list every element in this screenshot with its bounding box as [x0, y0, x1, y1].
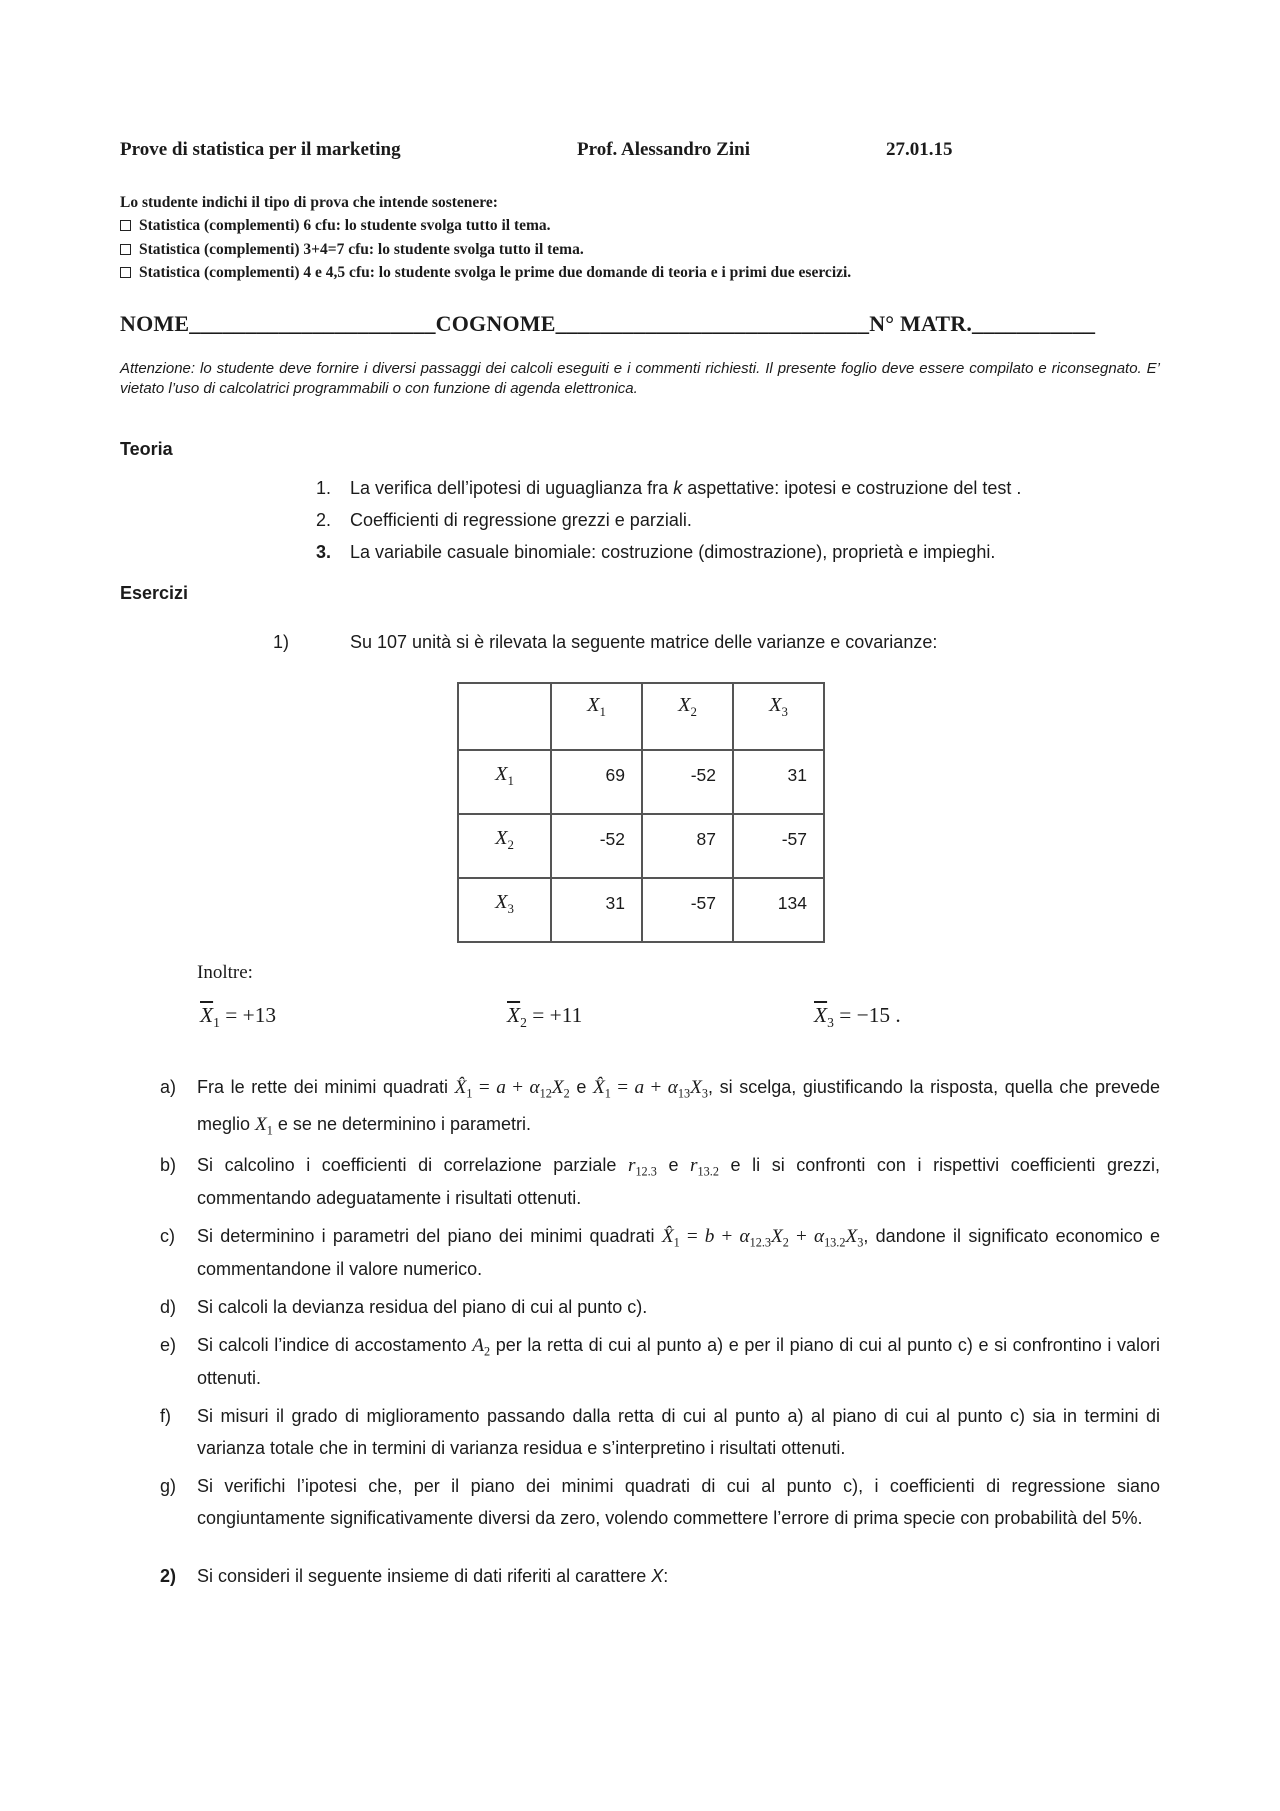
- teoria-item-1: [316, 472, 1160, 504]
- teoria-item-3: [316, 536, 1160, 568]
- covariance-matrix-table: [457, 682, 825, 943]
- exercise-1-intro-row: [120, 628, 1160, 656]
- exercise-item-f: [120, 1400, 1160, 1464]
- matrix-row-x1: [458, 750, 824, 814]
- exercise-2-number: 2): [160, 1565, 177, 1586]
- exercise-1-intro: Su 107 unità si è rilevata la seguente matrice delle varianze e covarianze:: [350, 631, 938, 652]
- option-label: Statistica (complementi) 6 cfu: lo studente svolga tutto il tema.: [139, 217, 551, 234]
- selection-intro: Lo studente indichi il tipo di prova che intende sostenere:: [120, 194, 498, 211]
- matrix-header-x3: $X_3$: [733, 683, 824, 750]
- esercizi-heading: Esercizi: [120, 582, 189, 603]
- teoria-item-2: [316, 504, 1160, 536]
- item-text: Si calcoli la devianza residua del piano di cui al punto c).: [197, 1296, 648, 1317]
- item-letter: b): [160, 1154, 177, 1175]
- inoltre-label: Inoltre:: [197, 961, 253, 983]
- exam-type-option-6cfu: [120, 214, 1160, 238]
- matrix-value-cell: 31: [733, 750, 824, 814]
- matrix-value-cell: -52: [551, 814, 642, 878]
- matrix-value-cell: -52: [642, 750, 733, 814]
- matrix-row-label: $X_3$: [458, 878, 551, 942]
- teoria-item-text: Coefficienti di regressione grezzi e parziali.: [350, 509, 692, 530]
- item-letter: c): [160, 1225, 175, 1246]
- exam-header: [120, 138, 1160, 162]
- option-label: Statistica (complementi) 3+4=7 cfu: lo studente svolga tutto il tema.: [139, 240, 584, 258]
- exam-type-option-4cfu: [120, 261, 1160, 285]
- mean-x3: $\overline{X}_3 = -15$ .: [814, 1002, 901, 1030]
- exercise-2-intro: Si consideri il seguente insieme di dati riferiti al carattere X:: [197, 1565, 669, 1586]
- exercise-item-a: [120, 1069, 1160, 1143]
- exercise-item-e: [120, 1329, 1160, 1394]
- matrix-row-x2: [458, 814, 824, 878]
- mean-x2: $\overline{X}_2 = +11$: [507, 1002, 583, 1030]
- checkbox-icon: [120, 244, 131, 255]
- exam-date: 27.01.15: [886, 139, 953, 160]
- exam-title: Prove di statistica per il marketing: [120, 139, 401, 160]
- matrix-header-row: [458, 683, 824, 750]
- checkbox-icon: [120, 267, 131, 278]
- matrix-header-x1: $X_1$: [551, 683, 642, 750]
- matrix-value-cell: 69: [551, 750, 642, 814]
- mean-x1: $\overline{X}_1 = +13$: [200, 1002, 277, 1030]
- matrix-value-cell: 87: [642, 814, 733, 878]
- name-signature-row: NOME______________________COGNOME____________________________N° MATR.___________: [120, 310, 1096, 336]
- exercise-item-c: [120, 1220, 1160, 1285]
- exercise-item-b: [120, 1149, 1160, 1214]
- professor-name: Prof. Alessandro Zini: [577, 139, 750, 160]
- item-text: Si calcoli l’indice di accostamento $A_2$ per la retta di cui al punto a) e per il piano di cui al punto c) e si confrontino i valori ottenuti.: [197, 1334, 1160, 1388]
- means-row: [120, 993, 1160, 1049]
- matrix-row-label: $X_1$: [458, 750, 551, 814]
- item-text: Fra le rette dei minimi quadrati $X̂_1 = a + \alpha_{12}X_2$ e $X̂_1 = a + \alpha_{13}X_3$, si scelga, giustificando la risposta, quella che prevede meglio $X_1$ e se ne determinino i parametri.: [197, 1076, 1161, 1138]
- exercise-2-intro-row: [120, 1562, 1160, 1590]
- teoria-item-text: La verifica dell’ipotesi di uguaglianza fra k aspettative: ipotesi e costruzione del test .: [350, 477, 1022, 498]
- item-letter: d): [160, 1296, 177, 1317]
- matrix-value-cell: 31: [551, 878, 642, 942]
- item-letter: a): [160, 1076, 177, 1097]
- item-text: Si misuri il grado di miglioramento passando dalla retta di cui al punto a) al piano di cui al punto c) sia in termini di varianza totale che in termini di varianza residua e s’interpretino i risultati ottenuti.: [197, 1405, 1160, 1458]
- exercise-1-items: [120, 1069, 1160, 1534]
- teoria-heading: Teoria: [120, 438, 173, 459]
- teoria-item-number: 1.: [316, 477, 332, 498]
- exercise-item-d: [120, 1291, 1160, 1323]
- matrix-row-x3: [458, 878, 824, 942]
- item-letter: g): [160, 1475, 177, 1496]
- matrix-value-cell: 134: [733, 878, 824, 942]
- exercise-1-number: 1): [273, 631, 290, 652]
- warning-note: Attenzione: lo studente deve fornire i diversi passaggi dei calcoli eseguiti e i commenti richiesti. Il presente foglio deve essere compilato e riconsegnato. E’ vietato l’uso di calcolatrici programmabili o con funzione di agenda elettronica.: [120, 359, 1160, 397]
- exam-type-option-7cfu: [120, 238, 1160, 262]
- item-text: Si calcolino i coefficienti di correlazione parziale $r_{12.3}$ e $r_{13.2}$ e li si confronti con i rispettivi coefficienti grezzi, commentando adeguatamente i risultati ottenuti.: [197, 1154, 1161, 1208]
- checkbox-icon: [120, 220, 131, 231]
- matrix-corner-cell: [458, 683, 551, 750]
- item-letter: f): [160, 1405, 171, 1426]
- matrix-value-cell: -57: [733, 814, 824, 878]
- matrix-header-x2: $X_2$: [642, 683, 733, 750]
- option-label: Statistica (complementi) 4 e 4,5 cfu: lo studente svolga le prime due domande di teoria e i primi due esercizi.: [139, 264, 852, 281]
- item-text: Si verifichi l’ipotesi che, per il piano dei minimi quadrati di cui al punto c), i coefficienti di regressione siano congiuntamente significativamente diversi da zero, volendo commettere l’errore di prima specie con probabilità del 5%.: [197, 1475, 1160, 1528]
- matrix-value-cell: -57: [642, 878, 733, 942]
- teoria-item-number: 3.: [316, 541, 332, 562]
- teoria-item-number: 2.: [316, 509, 332, 530]
- exam-type-options: [120, 214, 1160, 285]
- matrix-row-label: $X_2$: [458, 814, 551, 878]
- item-letter: e): [160, 1334, 177, 1355]
- teoria-list: [316, 472, 1160, 568]
- item-text: Si determinino i parametri del piano dei minimi quadrati $X̂_1 = b + \alpha_{12.3}X_2 + \alpha_{13.2}X_3$, dandone il significato economico e commentandone il valore numerico.: [197, 1225, 1160, 1279]
- exercise-item-g: [120, 1470, 1160, 1534]
- teoria-item-text: La variabile casuale binomiale: costruzione (dimostrazione), proprietà e impieghi.: [350, 541, 996, 562]
